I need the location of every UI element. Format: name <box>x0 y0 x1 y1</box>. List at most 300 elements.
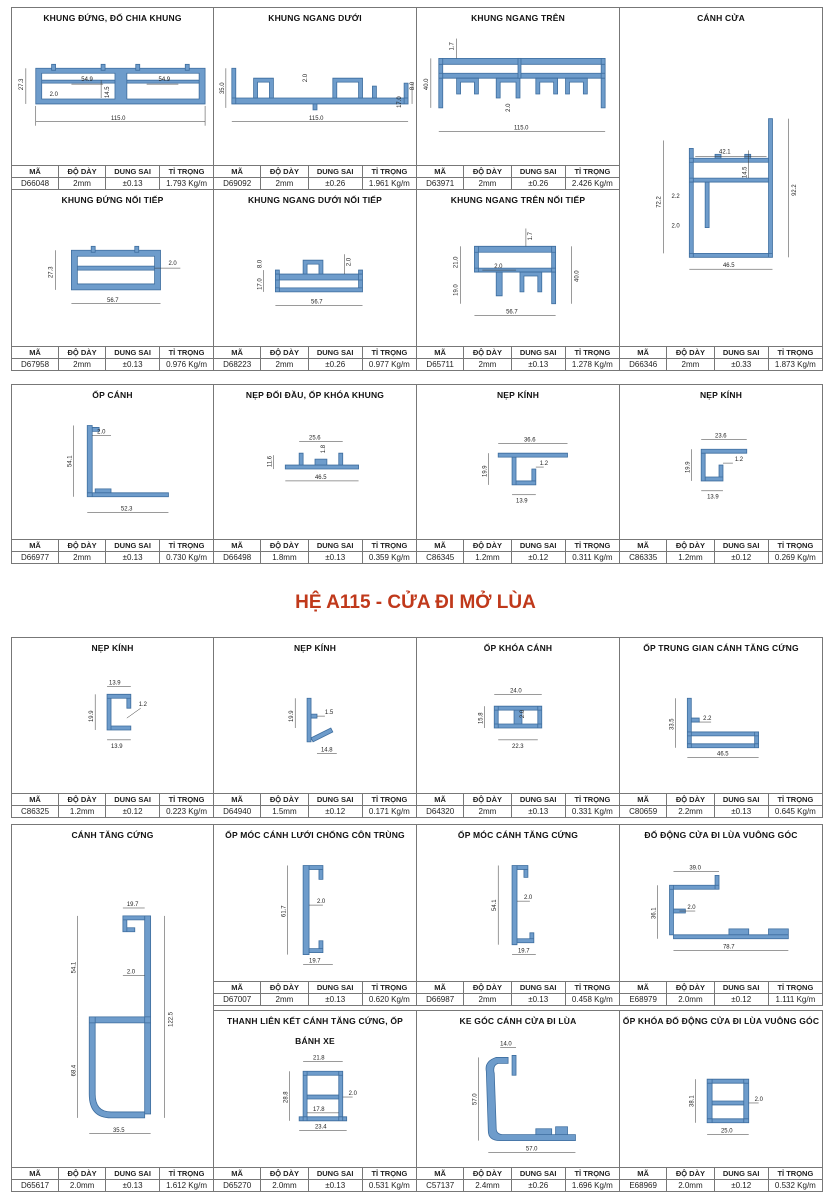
col-header: ĐỘ DÀY <box>464 1168 511 1179</box>
product-tolerance: ±0.13 <box>715 806 769 818</box>
product-thickness: 2mm <box>59 359 106 371</box>
product-thickness: 2mm <box>464 994 511 1006</box>
dim-text: 36.1 <box>651 907 658 919</box>
product-weight: 1.961 Kg/m <box>368 179 410 188</box>
col-header: MÃ <box>214 794 261 805</box>
dim-text: 2.0 <box>754 1096 763 1103</box>
dim-text: 54.9 <box>81 77 93 84</box>
col-header: ĐỘ DÀY <box>59 540 106 551</box>
product-thickness: 2.0mm <box>667 994 714 1006</box>
col-header: ĐỘ DÀY <box>261 982 308 993</box>
spec-table <box>214 346 416 370</box>
dim-text: 14.0 <box>500 1041 512 1048</box>
product-weight: 2.426 Kg/m <box>571 179 613 188</box>
product-card-d66346 <box>619 7 823 371</box>
product-tolerance: ±0.12 <box>715 552 769 564</box>
product-code: D66048 <box>12 178 59 190</box>
profile-drawing <box>417 1031 619 1169</box>
col-header: TỈ TRỌNG <box>168 1169 205 1178</box>
product-card-d65270 <box>213 1010 417 1192</box>
col-header: DUNG SAI <box>512 347 566 358</box>
dim-text: 27.3 <box>48 266 55 279</box>
dim-text: 17.8 <box>313 1106 325 1113</box>
col-header: MÃ <box>620 347 667 358</box>
spec-table <box>214 165 416 189</box>
product-weight: 0.730 Kg/m <box>166 553 207 562</box>
product-tolerance: ±0.12 <box>309 806 363 818</box>
product-title: ĐỐ ĐỘNG CỬA ĐI LÙA VUÔNG GÓC <box>644 830 798 840</box>
dim-text: 14.5 <box>742 166 749 179</box>
dim-text: 46.5 <box>315 474 327 481</box>
dim-text: 1.2 <box>539 461 549 468</box>
profile-drawing <box>12 405 213 541</box>
dim-text: 54.1 <box>67 455 74 468</box>
spec-table <box>620 1167 822 1191</box>
profile-drawing <box>417 405 619 541</box>
dim-text: 21.0 <box>453 256 460 269</box>
col-header: DUNG SAI <box>715 982 769 993</box>
dim-text: 19.0 <box>453 284 460 296</box>
col-header: DUNG SAI <box>512 540 566 551</box>
dim-text: 56.7 <box>506 309 518 316</box>
product-thickness: 2mm <box>261 178 308 190</box>
dim-text: 56.7 <box>311 299 323 306</box>
product-tolerance: ±0.26 <box>512 1180 566 1192</box>
product-tolerance: ±0.33 <box>715 359 769 371</box>
product-tolerance: ±0.13 <box>106 552 160 564</box>
col-header: TỈ TRỌNG <box>574 795 611 804</box>
product-title: NẸP KÍNH <box>293 643 337 653</box>
col-header: TỈ TRỌNG <box>574 983 611 992</box>
product-card-e68969 <box>619 1010 823 1192</box>
dim-text: 23.4 <box>315 1124 327 1131</box>
dim-text: 2.0 <box>348 1091 357 1098</box>
col-header: MÃ <box>12 347 59 358</box>
col-header: ĐỘ DÀY <box>59 794 106 805</box>
product-thickness: 2.4mm <box>464 1180 511 1192</box>
product-code: D67958 <box>12 359 59 371</box>
product-weight: 0.458 Kg/m <box>571 995 613 1004</box>
dim-text: 23.6 <box>715 433 727 440</box>
spec-table <box>620 793 822 817</box>
profile-drawing <box>620 658 822 795</box>
spec-table <box>214 793 416 817</box>
dim-text: 42.1 <box>719 149 731 156</box>
col-header: TỈ TRỌNG <box>371 348 408 357</box>
spec-table <box>12 165 213 189</box>
product-card-c86325 <box>11 637 214 818</box>
product-title: KHUNG ĐỨNG, ĐỐ CHIA KHUNG <box>43 13 182 23</box>
product-tolerance: ±0.13 <box>309 994 363 1006</box>
product-card-d67958 <box>11 189 214 371</box>
product-weight: 0.171 Kg/m <box>368 807 410 816</box>
col-header: TỈ TRỌNG <box>168 541 205 550</box>
dim-text: 27.3 <box>18 78 25 91</box>
col-header: MÃ <box>417 347 464 358</box>
spec-table <box>417 346 619 370</box>
product-thickness: 2mm <box>464 178 511 190</box>
col-header: DUNG SAI <box>106 540 160 551</box>
col-header: ĐỘ DÀY <box>59 1168 106 1179</box>
col-header: DUNG SAI <box>512 982 566 993</box>
col-header: TỈ TRỌNG <box>777 1169 814 1178</box>
product-card-d69092 <box>213 7 417 190</box>
product-thickness: 2.0mm <box>667 1180 714 1192</box>
product-code: E68979 <box>620 994 667 1006</box>
spec-table <box>417 165 619 189</box>
dim-text: 92.2 <box>792 184 799 196</box>
dim-text: 115.0 <box>514 125 529 132</box>
profile-drawing <box>417 845 619 983</box>
dim-text: 40.0 <box>423 78 430 91</box>
product-title: ỐP KHÓA CÁNH <box>483 643 553 653</box>
product-code: D65711 <box>417 359 464 371</box>
profile-drawing <box>12 210 213 347</box>
dim-text: 57.0 <box>472 1093 479 1105</box>
dim-text: 46.5 <box>722 263 735 270</box>
col-header: MÃ <box>12 794 59 805</box>
col-header: ĐỘ DÀY <box>464 347 511 358</box>
product-code: D66346 <box>620 359 667 371</box>
product-tolerance: ±0.13 <box>309 1180 363 1192</box>
dim-text: 35.0 <box>219 82 226 95</box>
product-card-c86345 <box>416 384 620 564</box>
col-header: ĐỘ DÀY <box>261 540 308 551</box>
col-header: ĐỘ DÀY <box>59 166 106 177</box>
product-card-e68979 <box>619 824 823 1006</box>
product-code: C86325 <box>12 806 59 818</box>
profile-drawing <box>620 845 822 983</box>
product-code: D67007 <box>214 994 261 1006</box>
dim-text: 2.0 <box>303 73 310 83</box>
product-tolerance: ±0.26 <box>309 178 363 190</box>
spec-table <box>417 1167 619 1191</box>
col-header: TỈ TRỌNG <box>777 795 814 804</box>
col-header: DUNG SAI <box>715 347 769 358</box>
product-code: D66987 <box>417 994 464 1006</box>
product-code: D66498 <box>214 552 261 564</box>
product-weight: 0.359 Kg/m <box>368 553 410 562</box>
product-thickness: 2.0mm <box>59 1180 106 1192</box>
product-card-c80659 <box>619 637 823 818</box>
product-code: C86345 <box>417 552 464 564</box>
dim-text: 78.7 <box>722 944 735 951</box>
dim-text: 2.0 <box>671 223 680 230</box>
product-tolerance: ±0.13 <box>512 994 566 1006</box>
col-header: MÃ <box>214 166 261 177</box>
product-title: ỐP CÁNH <box>92 390 133 400</box>
col-header: MÃ <box>214 982 261 993</box>
product-card-d68223 <box>213 189 417 371</box>
product-code: C57137 <box>417 1180 464 1192</box>
product-thickness: 2mm <box>59 552 106 564</box>
dim-text: 72.2 <box>656 196 663 208</box>
col-header: DUNG SAI <box>512 166 566 177</box>
spec-table <box>12 539 213 563</box>
dim-text: 28.8 <box>283 1091 290 1103</box>
spec-table <box>214 1167 416 1191</box>
product-code: D64320 <box>417 806 464 818</box>
product-weight: 1.111 Kg/m <box>775 995 816 1004</box>
col-header: MÃ <box>620 1168 667 1179</box>
profile-drawing <box>214 210 416 347</box>
product-thickness: 1.5mm <box>261 806 308 818</box>
product-card-c86335 <box>619 384 823 564</box>
spec-table <box>417 539 619 563</box>
dim-text: 2.2 <box>703 716 712 723</box>
col-header: ĐỘ DÀY <box>261 1168 308 1179</box>
product-title: ỐP MÓC CÁNH TĂNG CỨNG <box>457 830 579 840</box>
product-title: KHUNG NGANG DƯỚI <box>268 13 362 23</box>
product-card-d64940 <box>213 637 417 818</box>
product-card-d63971 <box>416 7 620 190</box>
col-header: DUNG SAI <box>309 540 363 551</box>
dim-text: 24.0 <box>510 688 522 695</box>
col-header: ĐỘ DÀY <box>464 982 511 993</box>
col-header: TỈ TRỌNG <box>574 1169 611 1178</box>
dim-text: 2.0 <box>506 103 513 112</box>
product-tolerance: ±0.13 <box>106 178 160 190</box>
dim-text: 2.2 <box>671 193 680 200</box>
dim-text: 1.8 <box>320 444 327 454</box>
dim-text: 38.1 <box>689 1095 696 1107</box>
dim-text: 122.5 <box>168 1011 175 1027</box>
dim-text: 8.0 <box>410 81 416 91</box>
dim-text: 61.7 <box>281 905 288 917</box>
dim-text: 1.5 <box>324 710 334 717</box>
profile-drawing <box>214 28 416 166</box>
col-header: DUNG SAI <box>309 1168 363 1179</box>
product-card-d65617 <box>11 824 214 1192</box>
product-weight: 1.793 Kg/m <box>166 179 207 188</box>
col-header: MÃ <box>417 794 464 805</box>
dim-text: 115.0 <box>309 115 324 122</box>
product-code: D65617 <box>12 1180 59 1192</box>
dim-text: 11.6 <box>267 455 274 468</box>
product-thickness: 2mm <box>464 359 511 371</box>
product-title: ỐP TRUNG GIAN CÁNH TĂNG CỨNG <box>643 643 799 653</box>
dim-text: 13.9 <box>111 743 123 750</box>
product-tolerance: ±0.12 <box>512 552 566 564</box>
product-tolerance: ±0.12 <box>715 994 769 1006</box>
dim-text: 2.0 <box>49 92 58 99</box>
product-code: C86335 <box>620 552 667 564</box>
col-header: DUNG SAI <box>512 794 566 805</box>
col-header: DUNG SAI <box>106 166 160 177</box>
dim-text: 2.0 <box>97 429 106 436</box>
product-weight: 1.612 Kg/m <box>166 1181 207 1190</box>
spec-table <box>12 346 213 370</box>
dim-text: 2.0 <box>316 899 326 906</box>
dim-text: 115.0 <box>111 115 126 122</box>
profile-drawing <box>12 28 213 166</box>
dim-text: 19.7 <box>126 902 139 909</box>
dim-text: 17.0 <box>397 96 404 108</box>
dim-text: 1.2 <box>734 457 744 464</box>
dim-text: 2.0 <box>494 264 503 271</box>
dim-text: 54.1 <box>71 961 78 974</box>
product-code: C80659 <box>620 806 667 818</box>
dim-text: 39.0 <box>689 865 701 872</box>
dim-text: 2.0 <box>126 969 136 976</box>
col-header: MÃ <box>620 982 667 993</box>
col-header: TỈ TRỌNG <box>777 541 814 550</box>
product-card-d66048 <box>11 7 214 190</box>
dim-text: 1.7 <box>449 42 456 51</box>
dim-text: 22.3 <box>512 743 524 750</box>
dim-text: 1.7 <box>527 232 534 241</box>
dim-text: 8.0 <box>257 259 264 269</box>
col-header: TỈ TRỌNG <box>168 167 205 176</box>
dim-text: 40.0 <box>574 270 581 282</box>
product-weight: 0.645 Kg/m <box>774 807 816 816</box>
dim-text: 14.5 <box>105 86 112 98</box>
col-header: ĐỘ DÀY <box>667 794 714 805</box>
product-tolerance: ±0.26 <box>512 178 566 190</box>
dim-text: 19.9 <box>482 465 489 477</box>
product-weight: 1.278 Kg/m <box>571 360 613 369</box>
col-header: DUNG SAI <box>106 1168 160 1179</box>
product-code: D63971 <box>417 178 464 190</box>
col-header: ĐỘ DÀY <box>464 166 511 177</box>
profile-drawing <box>620 405 822 541</box>
product-title: KHUNG ĐỨNG NỐI TIẾP <box>61 195 164 205</box>
dim-text: 56.7 <box>107 297 119 304</box>
spec-table <box>214 981 416 1005</box>
col-header: ĐỘ DÀY <box>261 347 308 358</box>
product-tolerance: ±0.13 <box>106 1180 160 1192</box>
col-header: ĐỘ DÀY <box>667 982 714 993</box>
col-header: TỈ TRỌNG <box>371 1169 408 1178</box>
col-header: TỈ TRỌNG <box>371 167 408 176</box>
product-code: E68969 <box>620 1180 667 1192</box>
spec-table <box>12 1167 213 1191</box>
product-title: CÁNH CỬA <box>697 13 745 23</box>
product-code: D68223 <box>214 359 261 371</box>
product-thickness: 1.2mm <box>464 552 511 564</box>
product-tolerance: ±0.12 <box>715 1180 769 1192</box>
col-header: ĐỘ DÀY <box>667 347 714 358</box>
dim-text: 13.9 <box>707 494 719 501</box>
col-header: MÃ <box>12 1168 59 1179</box>
profile-drawing <box>214 658 416 795</box>
col-header: MÃ <box>417 1168 464 1179</box>
profile-drawing <box>417 658 619 795</box>
col-header: MÃ <box>12 540 59 551</box>
dim-text: 13.9 <box>516 498 528 505</box>
profile-drawing <box>12 845 213 1169</box>
product-weight: 0.532 Kg/m <box>774 1181 816 1190</box>
col-header: MÃ <box>214 347 261 358</box>
col-header: MÃ <box>12 166 59 177</box>
spec-table <box>214 539 416 563</box>
dim-text: 1.2 <box>138 702 148 709</box>
dim-text: 19.9 <box>89 710 96 723</box>
col-header: DUNG SAI <box>106 794 160 805</box>
product-card-d66987 <box>416 824 620 1006</box>
product-tolerance: ±0.13 <box>106 359 160 371</box>
profile-drawing <box>620 28 822 347</box>
spec-table <box>620 346 822 370</box>
product-tolerance: ±0.13 <box>309 552 363 564</box>
dim-text: 54.9 <box>158 77 171 84</box>
product-title: NẸP KÍNH <box>496 390 540 400</box>
col-header: ĐỘ DÀY <box>667 1168 714 1179</box>
dim-text: 25.6 <box>309 435 321 442</box>
product-weight: 1.696 Kg/m <box>571 1181 613 1190</box>
dim-text: 2.0 <box>346 257 353 267</box>
dim-text: 52.3 <box>120 506 133 513</box>
col-header: MÃ <box>417 982 464 993</box>
product-weight: 0.620 Kg/m <box>368 995 410 1004</box>
col-header: ĐỘ DÀY <box>59 347 106 358</box>
product-code: D69092 <box>214 178 261 190</box>
col-header: DUNG SAI <box>715 540 769 551</box>
product-thickness: 1.2mm <box>667 552 714 564</box>
col-header: ĐỘ DÀY <box>261 794 308 805</box>
col-header: MÃ <box>620 794 667 805</box>
dim-text: 46.5 <box>717 751 729 758</box>
spec-table <box>12 793 213 817</box>
product-thickness: 1.2mm <box>59 806 106 818</box>
product-code: D64940 <box>214 806 261 818</box>
dim-text: 35.5 <box>112 1127 125 1134</box>
product-title: KHUNG NGANG TRÊN NỐI TIẾP <box>450 195 586 205</box>
product-card-d64320 <box>416 637 620 818</box>
dim-text: 21.8 <box>313 1055 325 1062</box>
product-title: KE GÓC CÁNH CỬA ĐI LÙA <box>459 1016 577 1026</box>
product-weight: 0.223 Kg/m <box>166 807 207 816</box>
col-header: TỈ TRỌNG <box>574 167 611 176</box>
dim-text: 36.6 <box>523 437 536 444</box>
col-header: TỈ TRỌNG <box>777 983 814 992</box>
col-header: DUNG SAI <box>309 982 363 993</box>
spec-table <box>417 981 619 1005</box>
dim-text: 17.0 <box>257 278 264 290</box>
dim-text: 19.9 <box>685 461 692 473</box>
col-header: TỈ TRỌNG <box>574 348 611 357</box>
profile-drawing <box>214 845 416 983</box>
product-card-d65711 <box>416 189 620 371</box>
product-weight: 0.269 Kg/m <box>774 553 816 562</box>
product-code: D66977 <box>12 552 59 564</box>
section-title: HỆ A115 - CỬA ĐI MỞ LÙA <box>295 592 536 613</box>
profile-drawing <box>417 210 619 347</box>
profile-drawing <box>12 658 213 795</box>
product-card-d66498 <box>213 384 417 564</box>
product-code: D65270 <box>214 1180 261 1192</box>
col-header: TỈ TRỌNG <box>777 348 814 357</box>
product-thickness: 2mm <box>667 359 714 371</box>
col-header: DUNG SAI <box>309 166 363 177</box>
dim-text: 19.7 <box>309 958 321 965</box>
col-header: TỈ TRỌNG <box>371 983 408 992</box>
col-header: MÃ <box>214 540 261 551</box>
col-header: DUNG SAI <box>512 1168 566 1179</box>
product-thickness: 2mm <box>59 178 106 190</box>
product-tolerance: ±0.13 <box>512 806 566 818</box>
product-card-d67007 <box>213 824 417 1006</box>
col-header: TỈ TRỌNG <box>371 795 408 804</box>
product-card-d66977 <box>11 384 214 564</box>
product-title: ỐP KHÓA ĐỐ ĐỘNG CỬA ĐI LÙA VUÔNG GÓC <box>622 1016 820 1026</box>
product-tolerance: ±0.26 <box>309 359 363 371</box>
col-header: ĐỘ DÀY <box>667 540 714 551</box>
dim-text: 57.0 <box>525 1146 538 1153</box>
col-header: MÃ <box>417 540 464 551</box>
product-title: ỐP MÓC CÁNH LƯỚI CHỐNG CÔN TRÙNG <box>225 830 405 840</box>
dim-text: 13.9 <box>109 680 121 687</box>
